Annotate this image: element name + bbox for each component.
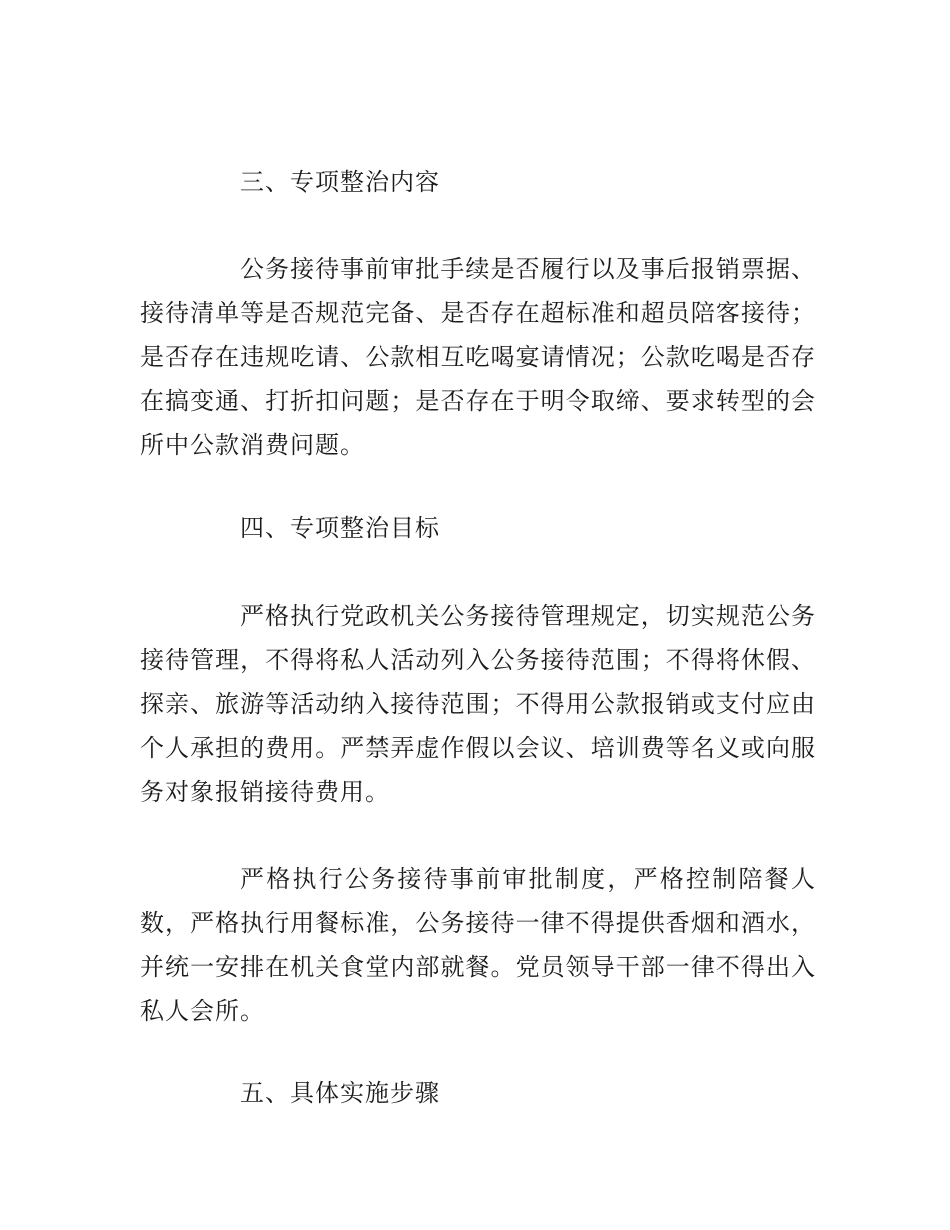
paragraph-goals-approval-rules: 严格执行公务接待事前审批制度，严格控制陪餐人数，严格执行用餐标准，公务接待一律不得提供香烟和酒水，并统一安排在机关食堂内部就餐。党员领导干部一律不得出入私人会所。	[140, 865, 816, 1025]
paragraph-rectification-content: 公务接待事前审批手续是否履行以及事后报销票据、接待清单等是否规范完备、是否存在超标准和超员陪客接待；是否存在违规吃请、公款相互吃喝宴请情况；公款吃喝是否存在搞变通、打折扣问题；是否存在于明令取缔、要求转型的会所中公款消费问题。	[140, 255, 816, 459]
paragraph-goals-reception-rules: 严格执行党政机关公务接待管理规定，切实规范公务接待管理，不得将私人活动列入公务接待范围；不得将休假、探亲、旅游等活动纳入接待范围；不得用公款报销或支付应由个人承担的费用。严禁弄虚作假以会议、培训费等名义或向服务对象报销接待费用。	[140, 602, 816, 806]
section-heading-content: 三、专项整治内容	[240, 168, 440, 196]
section-heading-steps: 五、具体实施步骤	[240, 1079, 440, 1107]
section-heading-goals: 四、专项整治目标	[240, 514, 440, 542]
